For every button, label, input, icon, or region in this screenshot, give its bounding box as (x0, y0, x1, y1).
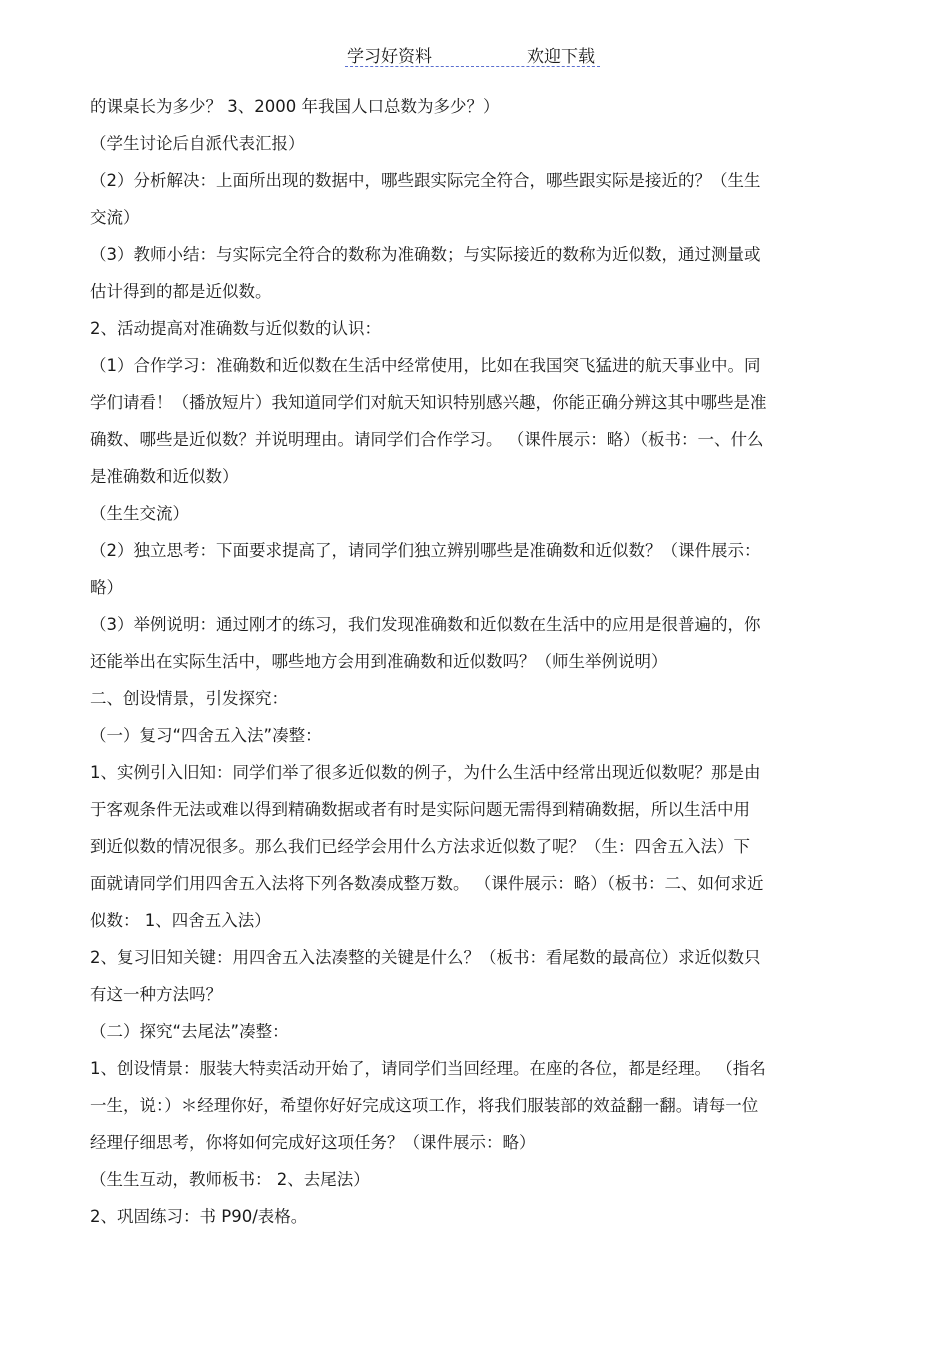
text-line: （生生互动，教师板书： 2、去尾法） (90, 1170, 370, 1189)
header-right-text: 欢迎下载 (527, 47, 595, 67)
text-line: （1）合作学习：准确数和近似数在生活中经常使用，比如在我国突飞猛进的航天事业中。同 (90, 356, 761, 375)
text-line: 估计得到的都是近似数。 (90, 282, 272, 301)
text-line: 的课桌长为多少？ 3、2000 年我国人口总数为多少？） (90, 97, 500, 116)
text-line: 经理仔细思考，你将如何完成好这项任务？（课件展示：略） (90, 1133, 536, 1152)
text-line: （2）独立思考：下面要求提高了，请同学们独立辨别哪些是准确数和近似数？（课件展示： (90, 541, 761, 560)
text-line: （3）举例说明：通过刚才的练习，我们发现准确数和近似数在生活中的应用是很普遍的，你 (90, 615, 761, 634)
text-line: 1、创设情景：服装大特卖活动开始了，请同学们当回经理。在座的各位，都是经理。 （指名 (90, 1059, 766, 1078)
text-line: 有这一种方法吗？ (90, 985, 222, 1004)
text-line: 学们请看！（播放短片）我知道同学们对航天知识特别感兴趣，你能正确分辨这其中哪些是准 (90, 393, 767, 412)
text-line: （2）分析解决：上面所出现的数据中，哪些跟实际完全符合，哪些跟实际是接近的？（生生 (90, 171, 761, 190)
text-line: （生生交流） (90, 504, 189, 523)
text-line: 似数： 1、四舍五入法） (90, 911, 271, 930)
subsection-heading: （一）复习“四舍五入法”凑整： (90, 726, 322, 745)
section-heading: 二、创设情景，引发探究： (90, 689, 288, 708)
text-line: 到近似数的情况很多。那么我们已经学会用什么方法求近似数了呢？（生：四舍五入法）下 (90, 837, 750, 856)
text-line: 2、巩固练习：书 P90/表格。 (90, 1207, 308, 1226)
text-line: 交流） (90, 208, 140, 227)
text-line: 一生，说：）＊经理你好，希望你好好完成这项工作，将我们服装部的效益翻一翻。请每一位 (90, 1096, 759, 1115)
text-line: 确数、哪些是近似数？并说明理由。请同学们合作学习。 （课件展示：略）（板书：一、什么 (90, 430, 764, 449)
header-left-text: 学习好资料 (347, 47, 432, 67)
text-line: 于客观条件无法或难以得到精确数据或者有时是实际问题无需得到精确数据，所以生活中用 (90, 800, 750, 819)
text-line: 1、实例引入旧知：同学们举了很多近似数的例子，为什么生活中经常出现近似数呢？那是由 (90, 763, 761, 782)
text-line: 略） (90, 578, 123, 597)
text-line: （学生讨论后自派代表汇报） (90, 134, 305, 153)
text-line: 2、复习旧知关键：用四舍五入法凑整的关键是什么？（板书：看尾数的最高位）求近似数只 (90, 948, 761, 967)
text-line: 还能举出在实际生活中，哪些地方会用到准确数和近似数吗？（师生举例说明） (90, 652, 668, 671)
document-body (90, 94, 880, 1241)
text-line: 2、活动提高对准确数与近似数的认识： (90, 319, 381, 338)
text-line: 面就请同学们用四舍五入法将下列各数凑成整万数。 （课件展示：略）（板书：二、如何求近 (90, 874, 764, 893)
text-line: 是准确数和近似数） (90, 467, 239, 486)
text-line: （3）教师小结：与实际完全符合的数称为准确数；与实际接近的数称为近似数，通过测量或 (90, 245, 761, 264)
page-header (345, 40, 600, 67)
subsection-heading: （二）探究“去尾法”凑整： (90, 1022, 289, 1041)
